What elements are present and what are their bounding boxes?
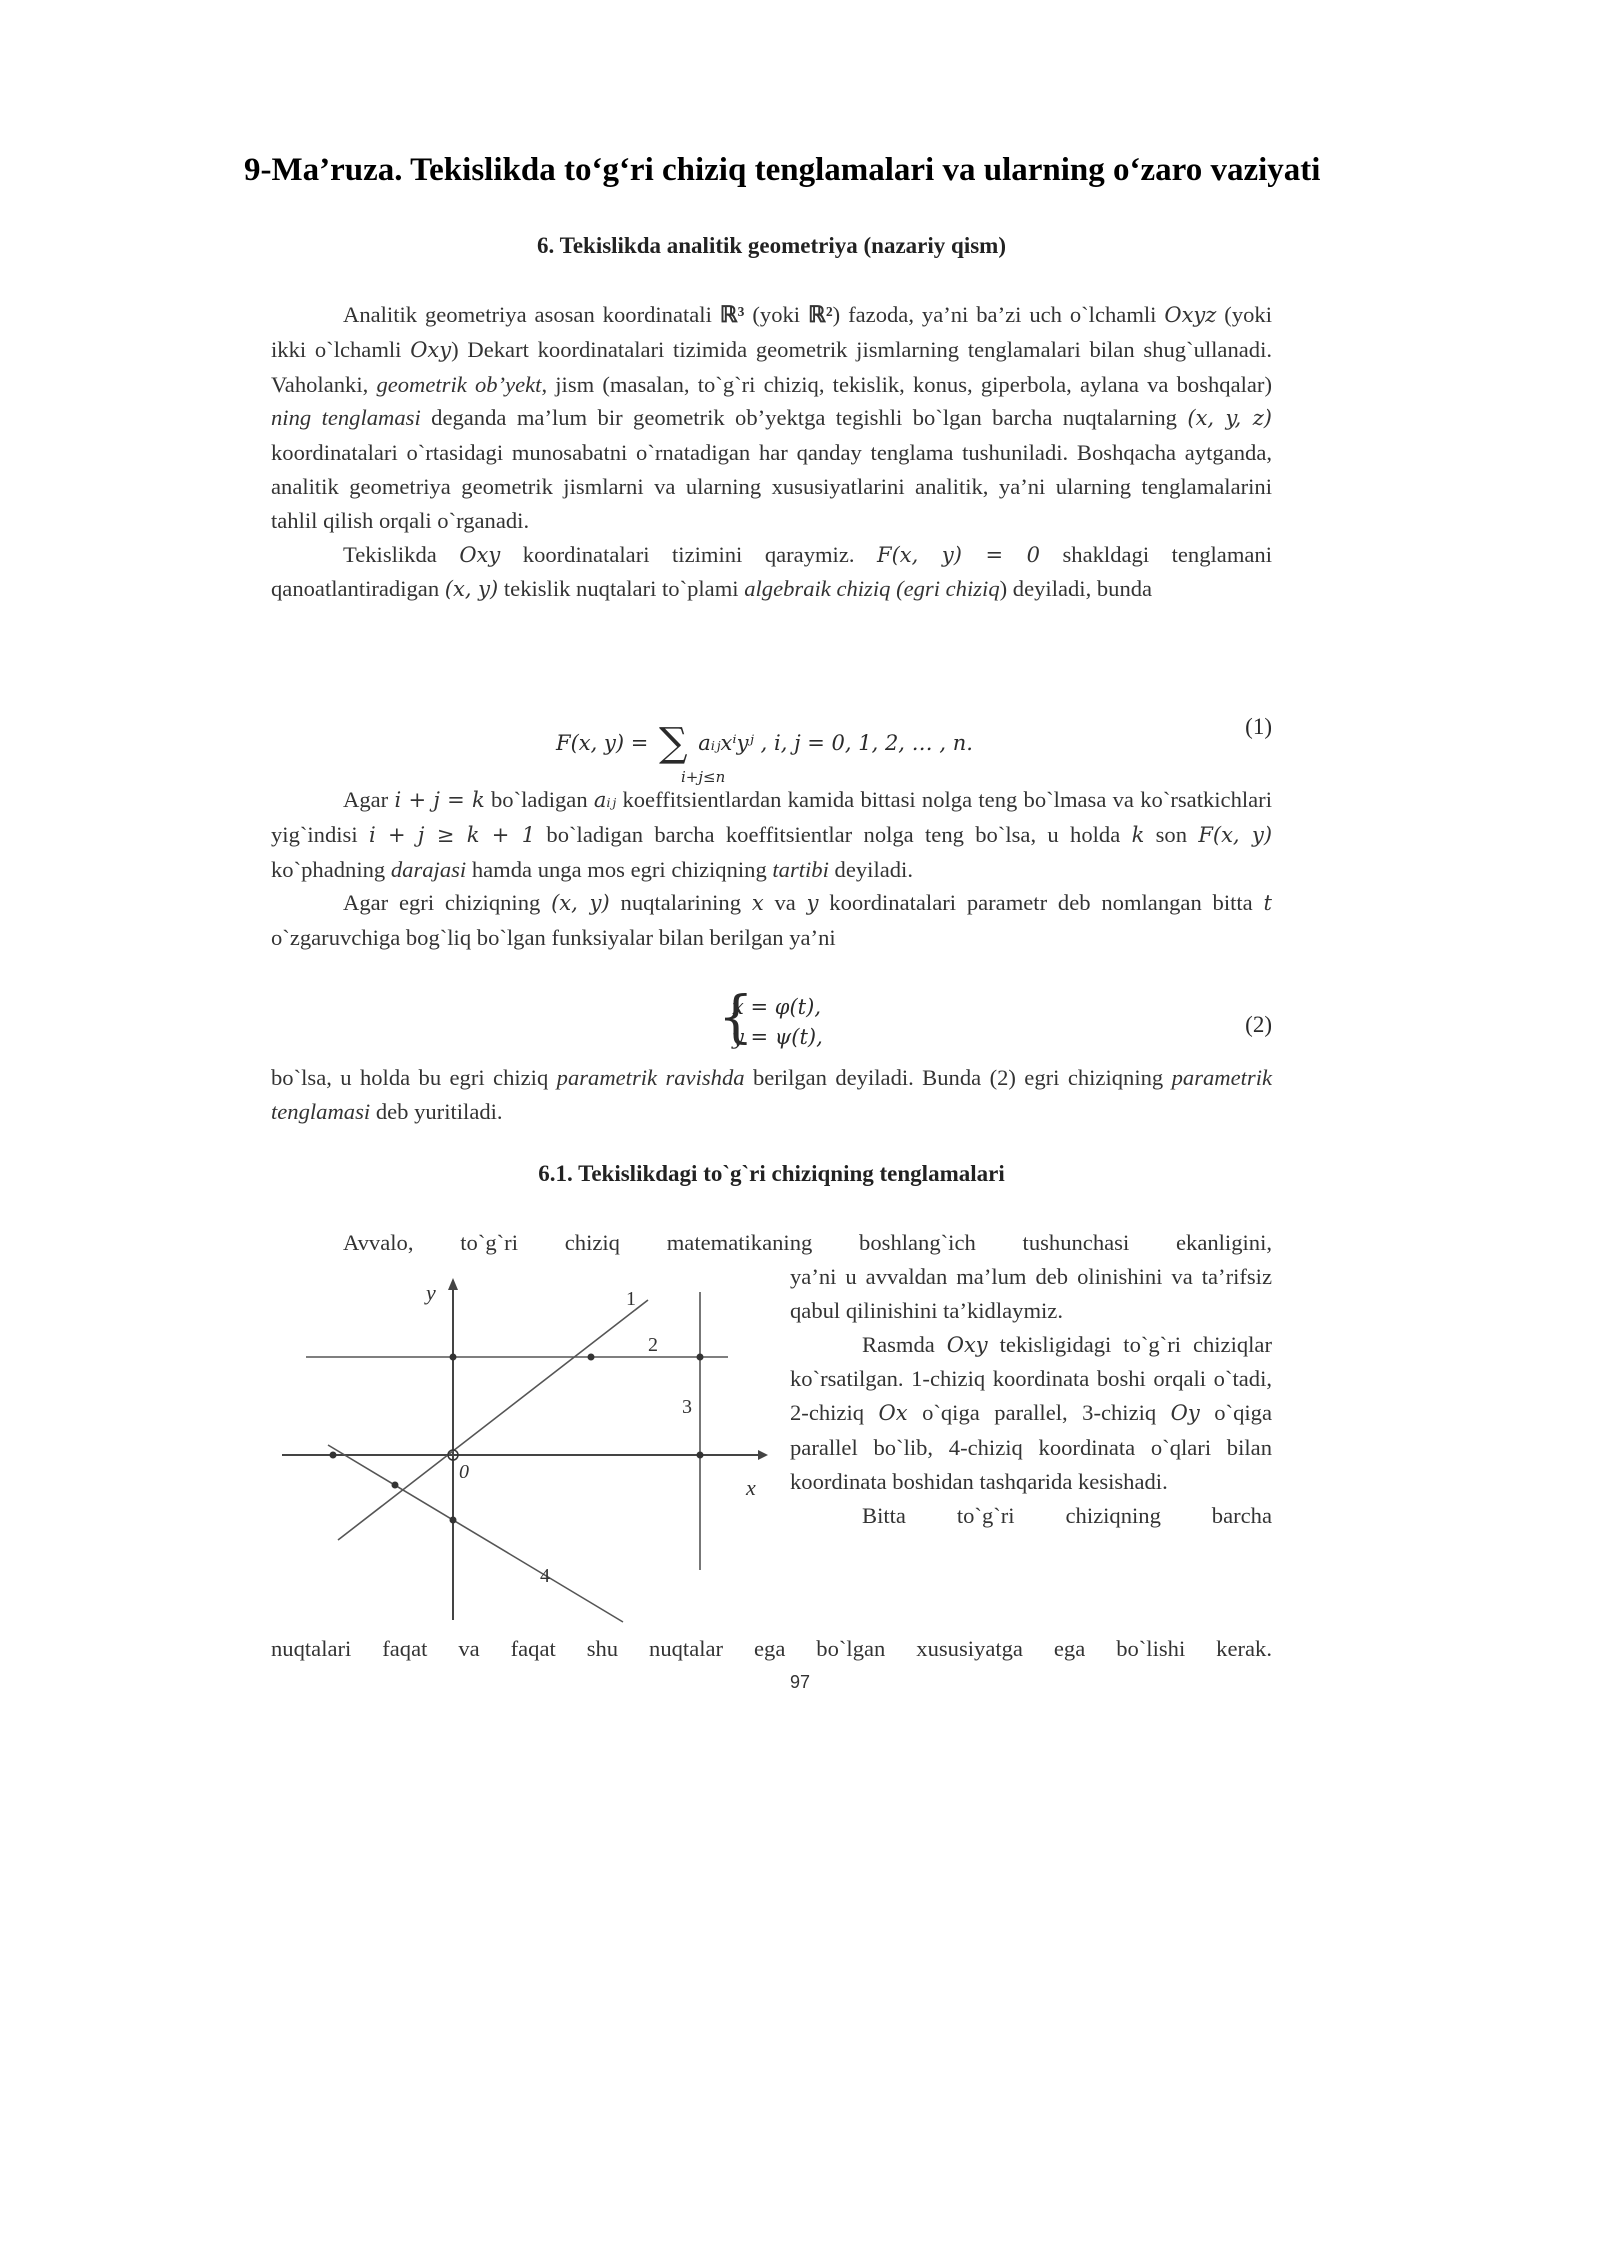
paragraph-primitive-concept-line1: Avvalo, to`g`ri chiziq matematikaning boshlang`ich tushunchasi ekanligini, (343, 1230, 1272, 1255)
y-axis-arrow-icon (448, 1278, 458, 1290)
section-6-heading: 6. Tekislikda analitik geometriya (nazariy qism) (537, 233, 1006, 258)
intersection-point (697, 1452, 704, 1459)
sum-symbol: ∑ (658, 720, 688, 766)
system-line-2: y = ψ(t), (732, 1025, 823, 1049)
lines-figure (278, 1270, 778, 1630)
page-number: 97 (789, 1672, 811, 1692)
x-axis-label: x (746, 1475, 756, 1500)
paragraph-parametric-definition: bo`lsa, u holda bu egri chiziq parametrik ravishda berilgan deyiladi. Bunda (2) egri chiziqning parametrik tenglamasi deb yuritiladi. (271, 1065, 1272, 1124)
lecture-title: 9-Ma’ruza. Tekislikda to‘g‘ri chiziq tenglamalari va ularning o‘zaro vaziyati (244, 152, 1321, 188)
intersection-point (450, 1354, 457, 1361)
section-6-1-first-line (271, 1226, 1272, 1260)
paragraph-degree: Agar i + j = k bo`ladigan aᵢⱼ koeffitsientlardan kamida bittasi nolga teng bo`lmasa va ko`rsatkichlari yig`indisi i + j ≥ k + 1 bo`ladigan barcha koeffitsientlar nolga teng bo`lsa, u holda k son F(x, y) ko`phadning darajasi hamda unga mos egri chiziqning tartibi deyiladi. (271, 787, 1273, 882)
paragraph-parametric: Agar egri chiziqning (x, y) nuqtalarining x va y koordinatalari parametr deb nomlangan bitta t o`zgaruvchiga bog`liq bo`lgan funksiyalar bilan berilgan ya’ni (271, 890, 1272, 951)
system-line-1: x = φ(t), (732, 995, 821, 1019)
x-axis-arrow-icon (758, 1450, 768, 1460)
section-6-parametric-conclusion (271, 1061, 1272, 1129)
intersection-point (330, 1452, 337, 1459)
formula-1-body: F(x, y) = ∑ aᵢⱼxⁱyʲ , i, j = 0, 1, 2, … , n. i+j≤n (556, 720, 973, 786)
section-6-degree (271, 783, 1272, 955)
paragraph-primitive-concept-rest: ya’ni u avvaldan ma’lum deb olinishini va ta’rifsiz qabul qilinishini ta’kidlaymiz. (790, 1264, 1272, 1323)
formula-1 (271, 708, 1272, 786)
formula-1-number: (1) (1245, 714, 1272, 739)
formula-2-number: (2) (1245, 1012, 1272, 1037)
section-6-1-heading: 6.1. Tekislikdagi to`g`ri chiziqning tenglamalari (538, 1161, 1005, 1186)
line-4 (328, 1445, 623, 1622)
line-4-label: 4 (540, 1565, 550, 1587)
line-1-label: 1 (626, 1288, 636, 1310)
paragraph-line-property-start: Bitta to`g`ri chiziqning barcha (862, 1502, 1272, 1528)
left-brace: { (718, 985, 754, 1050)
line-2-label: 2 (648, 1334, 658, 1356)
paragraph-figure-description: Rasmda Oxy tekisligidagi to`g`ri chiziqlar ko`rsatilgan. 1-chiziq koordinata boshi orqali o`tadi, 2-chiziq Ox o`qiga parallel, 3-chiziq Oy o`qiga parallel bo`lib, 4-chiziq koordinata o`qlari bilan koordinata boshidan tashqarida kesishadi. (790, 1331, 1272, 1494)
figure-side-text (790, 1260, 1272, 1532)
line-3-label: 3 (682, 1396, 692, 1418)
origin-label: 0 (459, 1461, 469, 1483)
y-axis-label: y (426, 1280, 436, 1305)
paragraph-line-property-end (271, 1632, 1272, 1666)
paragraph-algebraic-curve: Tekislikda Oxy koordinatalari tizimini qaraymiz. F(x, y) = 0 shakldagi tenglamani qanoatlantiradigan (x, y) tekislik nuqtalari to`plami algebraik chiziq (egri chiziq) deyiladi, bunda (271, 541, 1272, 602)
intersection-point (697, 1354, 704, 1361)
intersection-point (588, 1354, 595, 1361)
line-1 (338, 1300, 648, 1540)
intersection-point (392, 1482, 399, 1489)
intersection-point (450, 1517, 457, 1524)
line-property-text: nuqtalari faqat va faqat shu nuqtalar ega bo`lgan xususiyatga ega bo`lishi kerak. (271, 1636, 1272, 1661)
paragraph-analytic-geometry: Analitik geometriya asosan koordinatali ℝ³ (yoki ℝ²) fazoda, ya’ni ba’zi uch o`lchamli Oxyz (yoki ikki o`lchamli Oxy) Dekart koordinatalari tizimida geometrik jismlarning tenglamalari bilan shug`ullanadi. Vaholanki, geometrik ob’yekt, jism (masalan, to`g`ri chiziq, tekislik, konus, giperbola, aylana va boshqalar) ning tenglamasi deganda ma’lum bir geometrik ob’yektga tegishli bo`lgan barcha nuqtalarning (x, y, z) koordinatalari o`rtasidagi munosabatni o`rnatadigan har qanday tenglama tushuniladi. Boshqacha aytganda, analitik geometriya geometrik jismlarni va ularning xususiyatlarini analitik, ya’ni ularning tenglamalarini tahlil qilish orqali o`rganadi. (271, 302, 1273, 533)
sum-subscript: i+j≤n (681, 768, 726, 786)
section-6-intro (271, 298, 1272, 607)
